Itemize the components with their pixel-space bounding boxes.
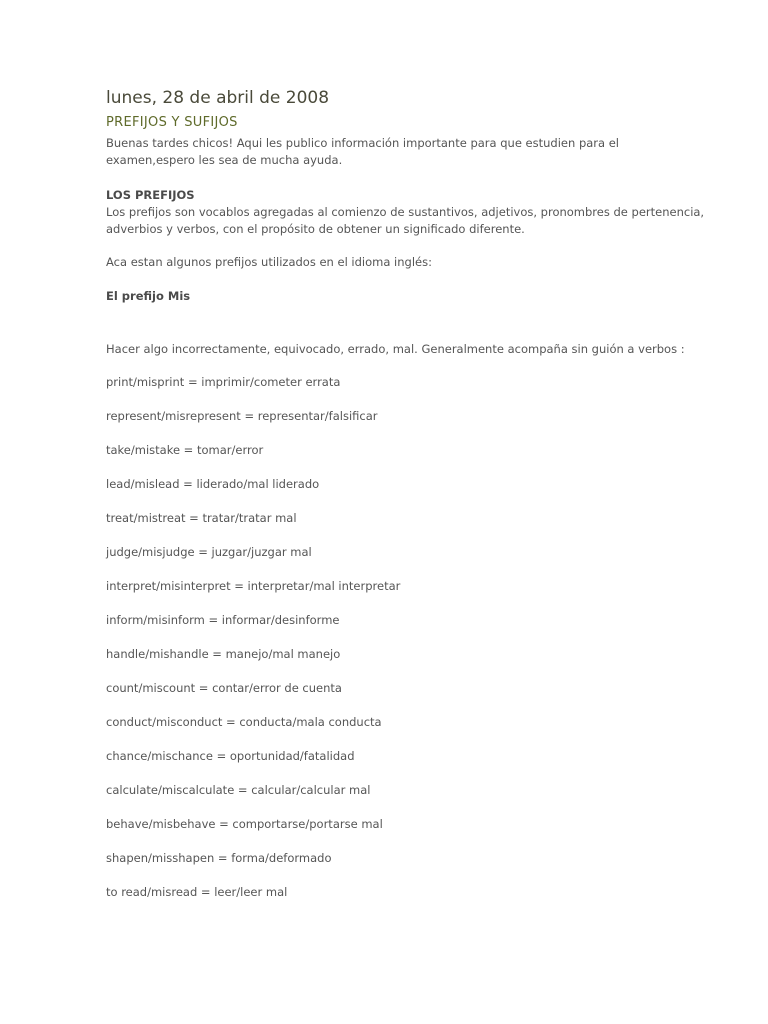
blog-post — [106, 86, 706, 918]
list-item: count/miscount = contar/error de cuenta — [106, 681, 342, 695]
list-item: treat/mistreat = tratar/tratar mal — [106, 511, 297, 525]
list-item: calculate/miscalculate = calcular/calcular mal — [106, 783, 371, 797]
prefixes-heading: LOS PREFIJOS — [106, 188, 195, 202]
list-item: take/mistake = tomar/error — [106, 443, 264, 457]
list-item: behave/misbehave = comportarse/portarse mal — [106, 817, 383, 831]
post-intro: Buenas tardes chicos! Aqui les publico información importante para que estudien para el examen,espero les sea de mucha ayuda. — [106, 136, 619, 167]
post-title: PREFIJOS Y SUFIJOS — [106, 115, 238, 130]
prefixes-list-intro: Aca estan algunos prefijos utilizados en el idioma inglés: — [106, 255, 432, 269]
list-item: chance/mischance = oportunidad/fatalidad — [106, 749, 355, 763]
list-item: represent/misrepresent = representar/falsificar — [106, 409, 378, 423]
list-item: inform/misinform = informar/desinforme — [106, 613, 340, 627]
mis-examples-list — [106, 374, 706, 901]
list-item: shapen/misshapen = forma/deformado — [106, 851, 332, 865]
prefixes-definition: Los prefijos son vocablos agregadas al comienzo de sustantivos, adjetivos, pronombres de pertenencia, adverbios y verbos, con el propósito de obtener un significado diferente. — [106, 205, 705, 236]
list-item: to read/misread = leer/leer mal — [106, 885, 288, 899]
list-item: judge/misjudge = juzgar/juzgar mal — [106, 545, 312, 559]
mis-prefix-description: Hacer algo incorrectamente, equivocado, errado, mal. Generalmente acompaña sin guión a verbos : — [106, 342, 685, 356]
list-item: conduct/misconduct = conducta/mala conducta — [106, 715, 382, 729]
list-item: lead/mislead = liderado/mal liderado — [106, 477, 320, 491]
list-item: print/misprint = imprimir/cometer errata — [106, 375, 341, 389]
post-date: lunes, 28 de abril de 2008 — [106, 88, 330, 108]
list-item: handle/mishandle = manejo/mal manejo — [106, 647, 341, 661]
mis-prefix-heading: El prefijo Mis — [106, 289, 191, 303]
list-item: interpret/misinterpret = interpretar/mal interpretar — [106, 579, 401, 593]
